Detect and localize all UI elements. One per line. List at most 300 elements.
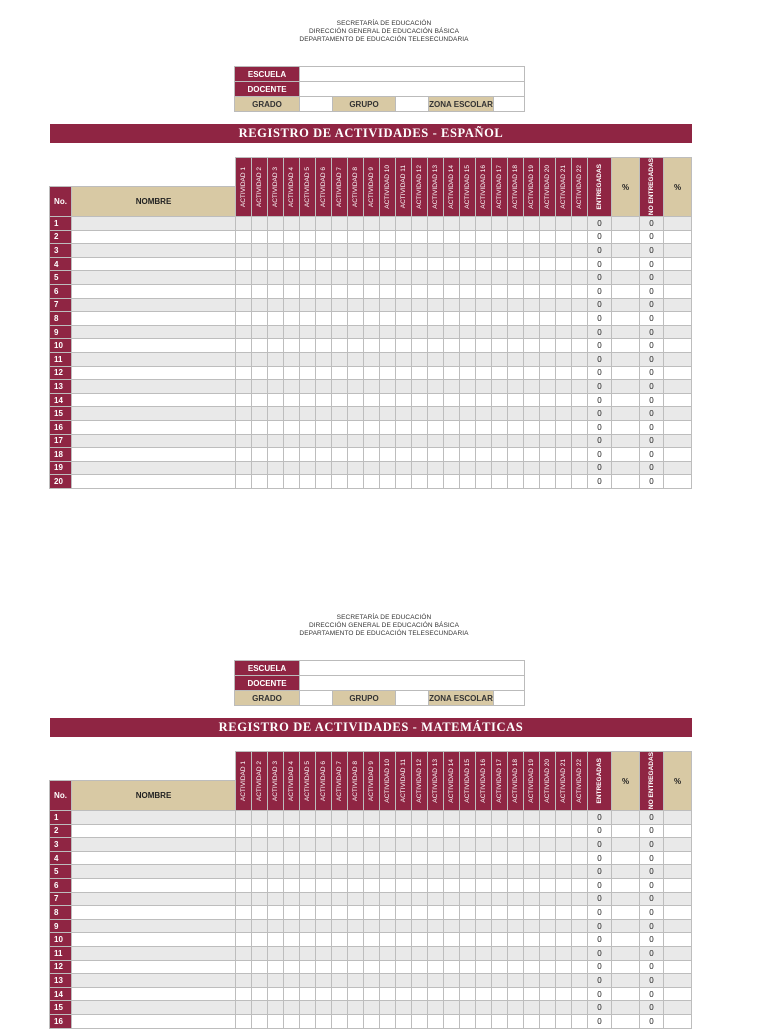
activity-cell[interactable] — [284, 339, 300, 353]
activity-cell[interactable] — [428, 811, 444, 825]
activity-cell[interactable] — [460, 339, 476, 353]
student-name-cell[interactable] — [72, 257, 236, 271]
activity-cell[interactable] — [332, 352, 348, 366]
activity-cell[interactable] — [412, 946, 428, 960]
activity-cell[interactable] — [236, 339, 252, 353]
activity-cell[interactable] — [236, 217, 252, 231]
activity-cell[interactable] — [316, 1001, 332, 1015]
activity-cell[interactable] — [348, 325, 364, 339]
activity-cell[interactable] — [252, 960, 268, 974]
activity-cell[interactable] — [364, 325, 380, 339]
activity-cell[interactable] — [492, 960, 508, 974]
activity-cell[interactable] — [412, 407, 428, 421]
activity-cell[interactable] — [492, 352, 508, 366]
activity-cell[interactable] — [460, 838, 476, 852]
activity-cell[interactable] — [476, 434, 492, 448]
activity-cell[interactable] — [508, 298, 524, 312]
activity-cell[interactable] — [316, 230, 332, 244]
activity-cell[interactable] — [492, 298, 508, 312]
activity-cell[interactable] — [332, 244, 348, 258]
activity-cell[interactable] — [364, 448, 380, 462]
activity-cell[interactable] — [332, 878, 348, 892]
activity-cell[interactable] — [380, 244, 396, 258]
activity-cell[interactable] — [556, 434, 572, 448]
activity-cell[interactable] — [252, 217, 268, 231]
activity-cell[interactable] — [444, 339, 460, 353]
activity-cell[interactable] — [364, 946, 380, 960]
activity-cell[interactable] — [412, 217, 428, 231]
activity-cell[interactable] — [540, 811, 556, 825]
activity-cell[interactable] — [508, 892, 524, 906]
activity-cell[interactable] — [492, 461, 508, 475]
activity-cell[interactable] — [540, 946, 556, 960]
activity-cell[interactable] — [492, 974, 508, 988]
activity-cell[interactable] — [524, 312, 540, 326]
activity-cell[interactable] — [252, 271, 268, 285]
activity-cell[interactable] — [284, 312, 300, 326]
activity-cell[interactable] — [316, 312, 332, 326]
student-name-cell[interactable] — [72, 366, 236, 380]
activity-cell[interactable] — [524, 257, 540, 271]
activity-cell[interactable] — [524, 974, 540, 988]
activity-cell[interactable] — [380, 380, 396, 394]
activity-cell[interactable] — [556, 865, 572, 879]
activity-cell[interactable] — [268, 960, 284, 974]
activity-cell[interactable] — [460, 407, 476, 421]
activity-cell[interactable] — [268, 217, 284, 231]
activity-cell[interactable] — [508, 366, 524, 380]
activity-cell[interactable] — [252, 933, 268, 947]
activity-cell[interactable] — [444, 878, 460, 892]
activity-cell[interactable] — [348, 1001, 364, 1015]
activity-cell[interactable] — [492, 824, 508, 838]
activity-cell[interactable] — [444, 811, 460, 825]
activity-cell[interactable] — [556, 257, 572, 271]
activity-cell[interactable] — [556, 475, 572, 489]
activity-cell[interactable] — [348, 352, 364, 366]
activity-cell[interactable] — [428, 339, 444, 353]
activity-cell[interactable] — [460, 461, 476, 475]
grado-field[interactable] — [300, 97, 333, 112]
activity-cell[interactable] — [444, 919, 460, 933]
activity-cell[interactable] — [492, 475, 508, 489]
activity-cell[interactable] — [396, 1014, 412, 1028]
activity-cell[interactable] — [412, 352, 428, 366]
activity-cell[interactable] — [268, 325, 284, 339]
activity-cell[interactable] — [412, 974, 428, 988]
activity-cell[interactable] — [508, 312, 524, 326]
activity-cell[interactable] — [348, 851, 364, 865]
activity-cell[interactable] — [236, 325, 252, 339]
activity-cell[interactable] — [364, 851, 380, 865]
activity-cell[interactable] — [428, 298, 444, 312]
activity-cell[interactable] — [236, 448, 252, 462]
activity-cell[interactable] — [268, 244, 284, 258]
activity-cell[interactable] — [476, 380, 492, 394]
activity-cell[interactable] — [492, 434, 508, 448]
activity-cell[interactable] — [252, 824, 268, 838]
activity-cell[interactable] — [236, 974, 252, 988]
activity-cell[interactable] — [556, 339, 572, 353]
activity-cell[interactable] — [444, 217, 460, 231]
activity-cell[interactable] — [316, 933, 332, 947]
activity-cell[interactable] — [524, 878, 540, 892]
activity-cell[interactable] — [236, 838, 252, 852]
activity-cell[interactable] — [284, 946, 300, 960]
activity-cell[interactable] — [252, 284, 268, 298]
student-name-cell[interactable] — [72, 244, 236, 258]
activity-cell[interactable] — [444, 987, 460, 1001]
activity-cell[interactable] — [572, 230, 588, 244]
activity-cell[interactable] — [316, 271, 332, 285]
activity-cell[interactable] — [348, 811, 364, 825]
activity-cell[interactable] — [380, 339, 396, 353]
activity-cell[interactable] — [412, 906, 428, 920]
activity-cell[interactable] — [428, 461, 444, 475]
activity-cell[interactable] — [508, 906, 524, 920]
activity-cell[interactable] — [460, 475, 476, 489]
activity-cell[interactable] — [316, 892, 332, 906]
activity-cell[interactable] — [380, 434, 396, 448]
activity-cell[interactable] — [540, 919, 556, 933]
activity-cell[interactable] — [332, 407, 348, 421]
student-name-cell[interactable] — [72, 448, 236, 462]
activity-cell[interactable] — [284, 448, 300, 462]
activity-cell[interactable] — [396, 407, 412, 421]
activity-cell[interactable] — [540, 892, 556, 906]
student-name-cell[interactable] — [72, 892, 236, 906]
activity-cell[interactable] — [444, 824, 460, 838]
activity-cell[interactable] — [444, 257, 460, 271]
activity-cell[interactable] — [556, 448, 572, 462]
activity-cell[interactable] — [524, 339, 540, 353]
activity-cell[interactable] — [396, 352, 412, 366]
activity-cell[interactable] — [316, 257, 332, 271]
activity-cell[interactable] — [508, 919, 524, 933]
activity-cell[interactable] — [524, 380, 540, 394]
activity-cell[interactable] — [460, 878, 476, 892]
activity-cell[interactable] — [524, 217, 540, 231]
activity-cell[interactable] — [236, 892, 252, 906]
activity-cell[interactable] — [412, 448, 428, 462]
activity-cell[interactable] — [508, 380, 524, 394]
activity-cell[interactable] — [572, 851, 588, 865]
activity-cell[interactable] — [412, 434, 428, 448]
activity-cell[interactable] — [444, 393, 460, 407]
activity-cell[interactable] — [332, 461, 348, 475]
activity-cell[interactable] — [316, 284, 332, 298]
activity-cell[interactable] — [348, 461, 364, 475]
activity-cell[interactable] — [572, 420, 588, 434]
activity-cell[interactable] — [380, 312, 396, 326]
activity-cell[interactable] — [396, 393, 412, 407]
activity-cell[interactable] — [332, 393, 348, 407]
activity-cell[interactable] — [268, 865, 284, 879]
activity-cell[interactable] — [348, 987, 364, 1001]
student-name-cell[interactable] — [72, 811, 236, 825]
activity-cell[interactable] — [364, 366, 380, 380]
activity-cell[interactable] — [508, 352, 524, 366]
activity-cell[interactable] — [364, 960, 380, 974]
activity-cell[interactable] — [524, 811, 540, 825]
activity-cell[interactable] — [300, 838, 316, 852]
activity-cell[interactable] — [348, 217, 364, 231]
activity-cell[interactable] — [460, 865, 476, 879]
activity-cell[interactable] — [460, 1001, 476, 1015]
activity-cell[interactable] — [492, 420, 508, 434]
activity-cell[interactable] — [476, 339, 492, 353]
activity-cell[interactable] — [556, 1001, 572, 1015]
activity-cell[interactable] — [300, 230, 316, 244]
activity-cell[interactable] — [476, 407, 492, 421]
activity-cell[interactable] — [524, 933, 540, 947]
activity-cell[interactable] — [332, 366, 348, 380]
activity-cell[interactable] — [300, 366, 316, 380]
student-name-cell[interactable] — [72, 380, 236, 394]
activity-cell[interactable] — [316, 366, 332, 380]
activity-cell[interactable] — [396, 960, 412, 974]
activity-cell[interactable] — [236, 461, 252, 475]
activity-cell[interactable] — [540, 461, 556, 475]
activity-cell[interactable] — [412, 393, 428, 407]
activity-cell[interactable] — [268, 1014, 284, 1028]
activity-cell[interactable] — [284, 325, 300, 339]
activity-cell[interactable] — [540, 298, 556, 312]
activity-cell[interactable] — [364, 298, 380, 312]
activity-cell[interactable] — [396, 420, 412, 434]
activity-cell[interactable] — [460, 933, 476, 947]
activity-cell[interactable] — [332, 312, 348, 326]
activity-cell[interactable] — [460, 298, 476, 312]
activity-cell[interactable] — [508, 434, 524, 448]
activity-cell[interactable] — [540, 257, 556, 271]
activity-cell[interactable] — [364, 434, 380, 448]
activity-cell[interactable] — [508, 448, 524, 462]
activity-cell[interactable] — [396, 878, 412, 892]
activity-cell[interactable] — [268, 366, 284, 380]
activity-cell[interactable] — [236, 420, 252, 434]
activity-cell[interactable] — [332, 448, 348, 462]
activity-cell[interactable] — [300, 380, 316, 394]
activity-cell[interactable] — [492, 448, 508, 462]
activity-cell[interactable] — [572, 448, 588, 462]
activity-cell[interactable] — [396, 919, 412, 933]
activity-cell[interactable] — [396, 284, 412, 298]
activity-cell[interactable] — [300, 475, 316, 489]
activity-cell[interactable] — [572, 366, 588, 380]
activity-cell[interactable] — [492, 878, 508, 892]
activity-cell[interactable] — [476, 906, 492, 920]
activity-cell[interactable] — [444, 312, 460, 326]
student-name-cell[interactable] — [72, 325, 236, 339]
activity-cell[interactable] — [444, 284, 460, 298]
activity-cell[interactable] — [492, 865, 508, 879]
activity-cell[interactable] — [252, 838, 268, 852]
activity-cell[interactable] — [412, 366, 428, 380]
activity-cell[interactable] — [348, 865, 364, 879]
activity-cell[interactable] — [316, 919, 332, 933]
activity-cell[interactable] — [412, 284, 428, 298]
activity-cell[interactable] — [412, 892, 428, 906]
activity-cell[interactable] — [492, 811, 508, 825]
activity-cell[interactable] — [268, 1001, 284, 1015]
activity-cell[interactable] — [380, 946, 396, 960]
activity-cell[interactable] — [380, 987, 396, 1001]
activity-cell[interactable] — [268, 230, 284, 244]
activity-cell[interactable] — [540, 1001, 556, 1015]
activity-cell[interactable] — [332, 892, 348, 906]
activity-cell[interactable] — [268, 851, 284, 865]
activity-cell[interactable] — [284, 811, 300, 825]
activity-cell[interactable] — [428, 217, 444, 231]
activity-cell[interactable] — [284, 878, 300, 892]
activity-cell[interactable] — [508, 974, 524, 988]
activity-cell[interactable] — [428, 1014, 444, 1028]
activity-cell[interactable] — [492, 230, 508, 244]
activity-cell[interactable] — [284, 987, 300, 1001]
activity-cell[interactable] — [540, 366, 556, 380]
activity-cell[interactable] — [316, 475, 332, 489]
activity-cell[interactable] — [556, 892, 572, 906]
activity-cell[interactable] — [428, 475, 444, 489]
activity-cell[interactable] — [332, 933, 348, 947]
activity-cell[interactable] — [236, 244, 252, 258]
activity-cell[interactable] — [268, 380, 284, 394]
activity-cell[interactable] — [492, 366, 508, 380]
activity-cell[interactable] — [556, 325, 572, 339]
activity-cell[interactable] — [492, 892, 508, 906]
activity-cell[interactable] — [428, 420, 444, 434]
activity-cell[interactable] — [492, 380, 508, 394]
activity-cell[interactable] — [540, 838, 556, 852]
student-name-cell[interactable] — [72, 420, 236, 434]
student-name-cell[interactable] — [72, 352, 236, 366]
activity-cell[interactable] — [428, 946, 444, 960]
activity-cell[interactable] — [540, 434, 556, 448]
activity-cell[interactable] — [428, 230, 444, 244]
activity-cell[interactable] — [508, 946, 524, 960]
activity-cell[interactable] — [524, 366, 540, 380]
activity-cell[interactable] — [508, 838, 524, 852]
activity-cell[interactable] — [524, 434, 540, 448]
activity-cell[interactable] — [444, 420, 460, 434]
activity-cell[interactable] — [508, 325, 524, 339]
activity-cell[interactable] — [572, 257, 588, 271]
activity-cell[interactable] — [556, 906, 572, 920]
activity-cell[interactable] — [556, 987, 572, 1001]
activity-cell[interactable] — [460, 448, 476, 462]
activity-cell[interactable] — [428, 244, 444, 258]
activity-cell[interactable] — [476, 475, 492, 489]
activity-cell[interactable] — [300, 987, 316, 1001]
activity-cell[interactable] — [412, 919, 428, 933]
activity-cell[interactable] — [364, 1014, 380, 1028]
activity-cell[interactable] — [268, 352, 284, 366]
activity-cell[interactable] — [492, 987, 508, 1001]
activity-cell[interactable] — [284, 892, 300, 906]
activity-cell[interactable] — [460, 960, 476, 974]
activity-cell[interactable] — [268, 824, 284, 838]
activity-cell[interactable] — [380, 1001, 396, 1015]
activity-cell[interactable] — [428, 271, 444, 285]
activity-cell[interactable] — [460, 824, 476, 838]
activity-cell[interactable] — [412, 811, 428, 825]
activity-cell[interactable] — [252, 865, 268, 879]
activity-cell[interactable] — [284, 974, 300, 988]
activity-cell[interactable] — [380, 366, 396, 380]
activity-cell[interactable] — [540, 325, 556, 339]
activity-cell[interactable] — [460, 380, 476, 394]
activity-cell[interactable] — [236, 919, 252, 933]
activity-cell[interactable] — [508, 393, 524, 407]
activity-cell[interactable] — [556, 217, 572, 231]
activity-cell[interactable] — [572, 987, 588, 1001]
activity-cell[interactable] — [268, 284, 284, 298]
activity-cell[interactable] — [252, 974, 268, 988]
activity-cell[interactable] — [428, 919, 444, 933]
activity-cell[interactable] — [316, 217, 332, 231]
activity-cell[interactable] — [556, 811, 572, 825]
activity-cell[interactable] — [380, 284, 396, 298]
activity-cell[interactable] — [236, 352, 252, 366]
activity-cell[interactable] — [332, 339, 348, 353]
activity-cell[interactable] — [508, 461, 524, 475]
activity-cell[interactable] — [348, 475, 364, 489]
activity-cell[interactable] — [428, 906, 444, 920]
activity-cell[interactable] — [572, 838, 588, 852]
activity-cell[interactable] — [396, 475, 412, 489]
activity-cell[interactable] — [508, 407, 524, 421]
student-name-cell[interactable] — [72, 1014, 236, 1028]
activity-cell[interactable] — [524, 824, 540, 838]
activity-cell[interactable] — [284, 380, 300, 394]
activity-cell[interactable] — [332, 865, 348, 879]
activity-cell[interactable] — [332, 1001, 348, 1015]
activity-cell[interactable] — [316, 906, 332, 920]
activity-cell[interactable] — [300, 271, 316, 285]
activity-cell[interactable] — [476, 892, 492, 906]
activity-cell[interactable] — [236, 475, 252, 489]
activity-cell[interactable] — [284, 230, 300, 244]
activity-cell[interactable] — [332, 420, 348, 434]
activity-cell[interactable] — [332, 851, 348, 865]
activity-cell[interactable] — [476, 244, 492, 258]
activity-cell[interactable] — [380, 960, 396, 974]
activity-cell[interactable] — [524, 987, 540, 1001]
activity-cell[interactable] — [316, 420, 332, 434]
activity-cell[interactable] — [556, 960, 572, 974]
activity-cell[interactable] — [556, 298, 572, 312]
activity-cell[interactable] — [300, 865, 316, 879]
activity-cell[interactable] — [444, 271, 460, 285]
activity-cell[interactable] — [492, 339, 508, 353]
activity-cell[interactable] — [268, 878, 284, 892]
activity-cell[interactable] — [364, 824, 380, 838]
activity-cell[interactable] — [412, 244, 428, 258]
activity-cell[interactable] — [332, 284, 348, 298]
activity-cell[interactable] — [348, 824, 364, 838]
activity-cell[interactable] — [268, 987, 284, 1001]
activity-cell[interactable] — [332, 987, 348, 1001]
activity-cell[interactable] — [300, 906, 316, 920]
activity-cell[interactable] — [348, 892, 364, 906]
activity-cell[interactable] — [348, 960, 364, 974]
activity-cell[interactable] — [492, 407, 508, 421]
activity-cell[interactable] — [268, 919, 284, 933]
activity-cell[interactable] — [572, 380, 588, 394]
activity-cell[interactable] — [540, 380, 556, 394]
activity-cell[interactable] — [396, 244, 412, 258]
